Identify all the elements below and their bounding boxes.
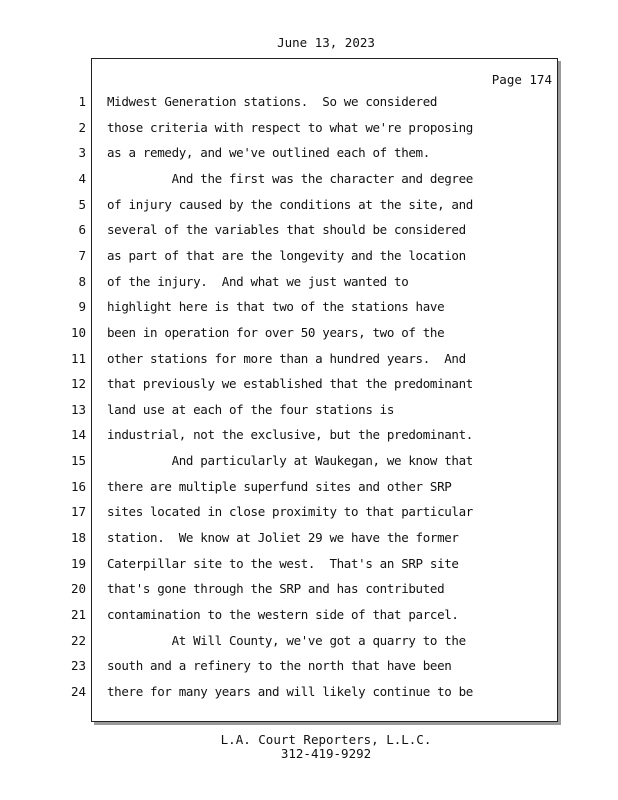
line-number: 23 <box>70 658 86 673</box>
transcript-line: highlight here is that two of the stations have <box>107 299 445 314</box>
transcript-date: June 13, 2023 <box>277 35 375 50</box>
transcript-line: that previously we established that the predominant <box>107 376 473 391</box>
line-number: 5 <box>78 197 86 212</box>
line-number: 2 <box>78 120 86 135</box>
line-number: 12 <box>70 376 86 391</box>
footer-phone: 312-419-9292 <box>280 746 372 761</box>
transcript-line: land use at each of the four stations is <box>107 402 395 417</box>
page-number: Page 174 <box>491 72 552 87</box>
transcript-line: south and a refinery to the north that have been <box>107 658 452 673</box>
transcript-line: of injury caused by the conditions at the site, and <box>107 197 473 212</box>
transcript-line: And the first was the character and degree <box>107 171 473 186</box>
transcript-line: Midwest Generation stations. So we considered <box>107 94 438 109</box>
line-number: 24 <box>70 684 86 699</box>
line-number: 10 <box>70 325 86 340</box>
footer-company: L.A. Court Reporters, L.L.C. <box>220 732 432 747</box>
line-number: 17 <box>70 504 86 519</box>
line-number: 6 <box>78 222 86 237</box>
transcript-line: been in operation for over 50 years, two of the <box>107 325 445 340</box>
transcript-line: those criteria with respect to what we're proposing <box>107 120 473 135</box>
transcript-line: station. We know at Joliet 29 we have the former <box>107 530 459 545</box>
transcript-line: industrial, not the exclusive, but the predominant. <box>107 427 473 442</box>
transcript-line: there are multiple superfund sites and other SRP <box>107 479 452 494</box>
transcript-line: And particularly at Waukegan, we know that <box>107 453 473 468</box>
line-number: 14 <box>70 427 86 442</box>
line-number: 3 <box>78 145 86 160</box>
transcript-line: sites located in close proximity to that particular <box>107 504 473 519</box>
transcript-line: of the injury. And what we just wanted to <box>107 274 409 289</box>
transcript-line: At Will County, we've got a quarry to the <box>107 633 466 648</box>
transcript-line: several of the variables that should be considered <box>107 222 466 237</box>
transcript-line: contamination to the western side of that parcel. <box>107 607 459 622</box>
line-number: 9 <box>78 299 86 314</box>
line-number: 22 <box>70 633 86 648</box>
line-number: 16 <box>70 479 86 494</box>
line-number: 20 <box>70 581 86 596</box>
line-number: 8 <box>78 274 86 289</box>
line-number: 19 <box>70 556 86 571</box>
transcript-line: there for many years and will likely continue to be <box>107 684 473 699</box>
line-number: 7 <box>78 248 86 263</box>
line-number: 13 <box>70 402 86 417</box>
transcript-line: Caterpillar site to the west. That's an SRP site <box>107 556 459 571</box>
line-number: 1 <box>78 94 86 109</box>
transcript-line: other stations for more than a hundred years. And <box>107 351 466 366</box>
line-number: 11 <box>70 351 86 366</box>
line-number: 18 <box>70 530 86 545</box>
transcript-line: as part of that are the longevity and the location <box>107 248 466 263</box>
transcript-line: as a remedy, and we've outlined each of them. <box>107 145 430 160</box>
transcript-line: that's gone through the SRP and has contributed <box>107 581 445 596</box>
line-number: 21 <box>70 607 86 622</box>
line-number: 15 <box>70 453 86 468</box>
line-number: 4 <box>78 171 86 186</box>
footer <box>0 733 618 761</box>
